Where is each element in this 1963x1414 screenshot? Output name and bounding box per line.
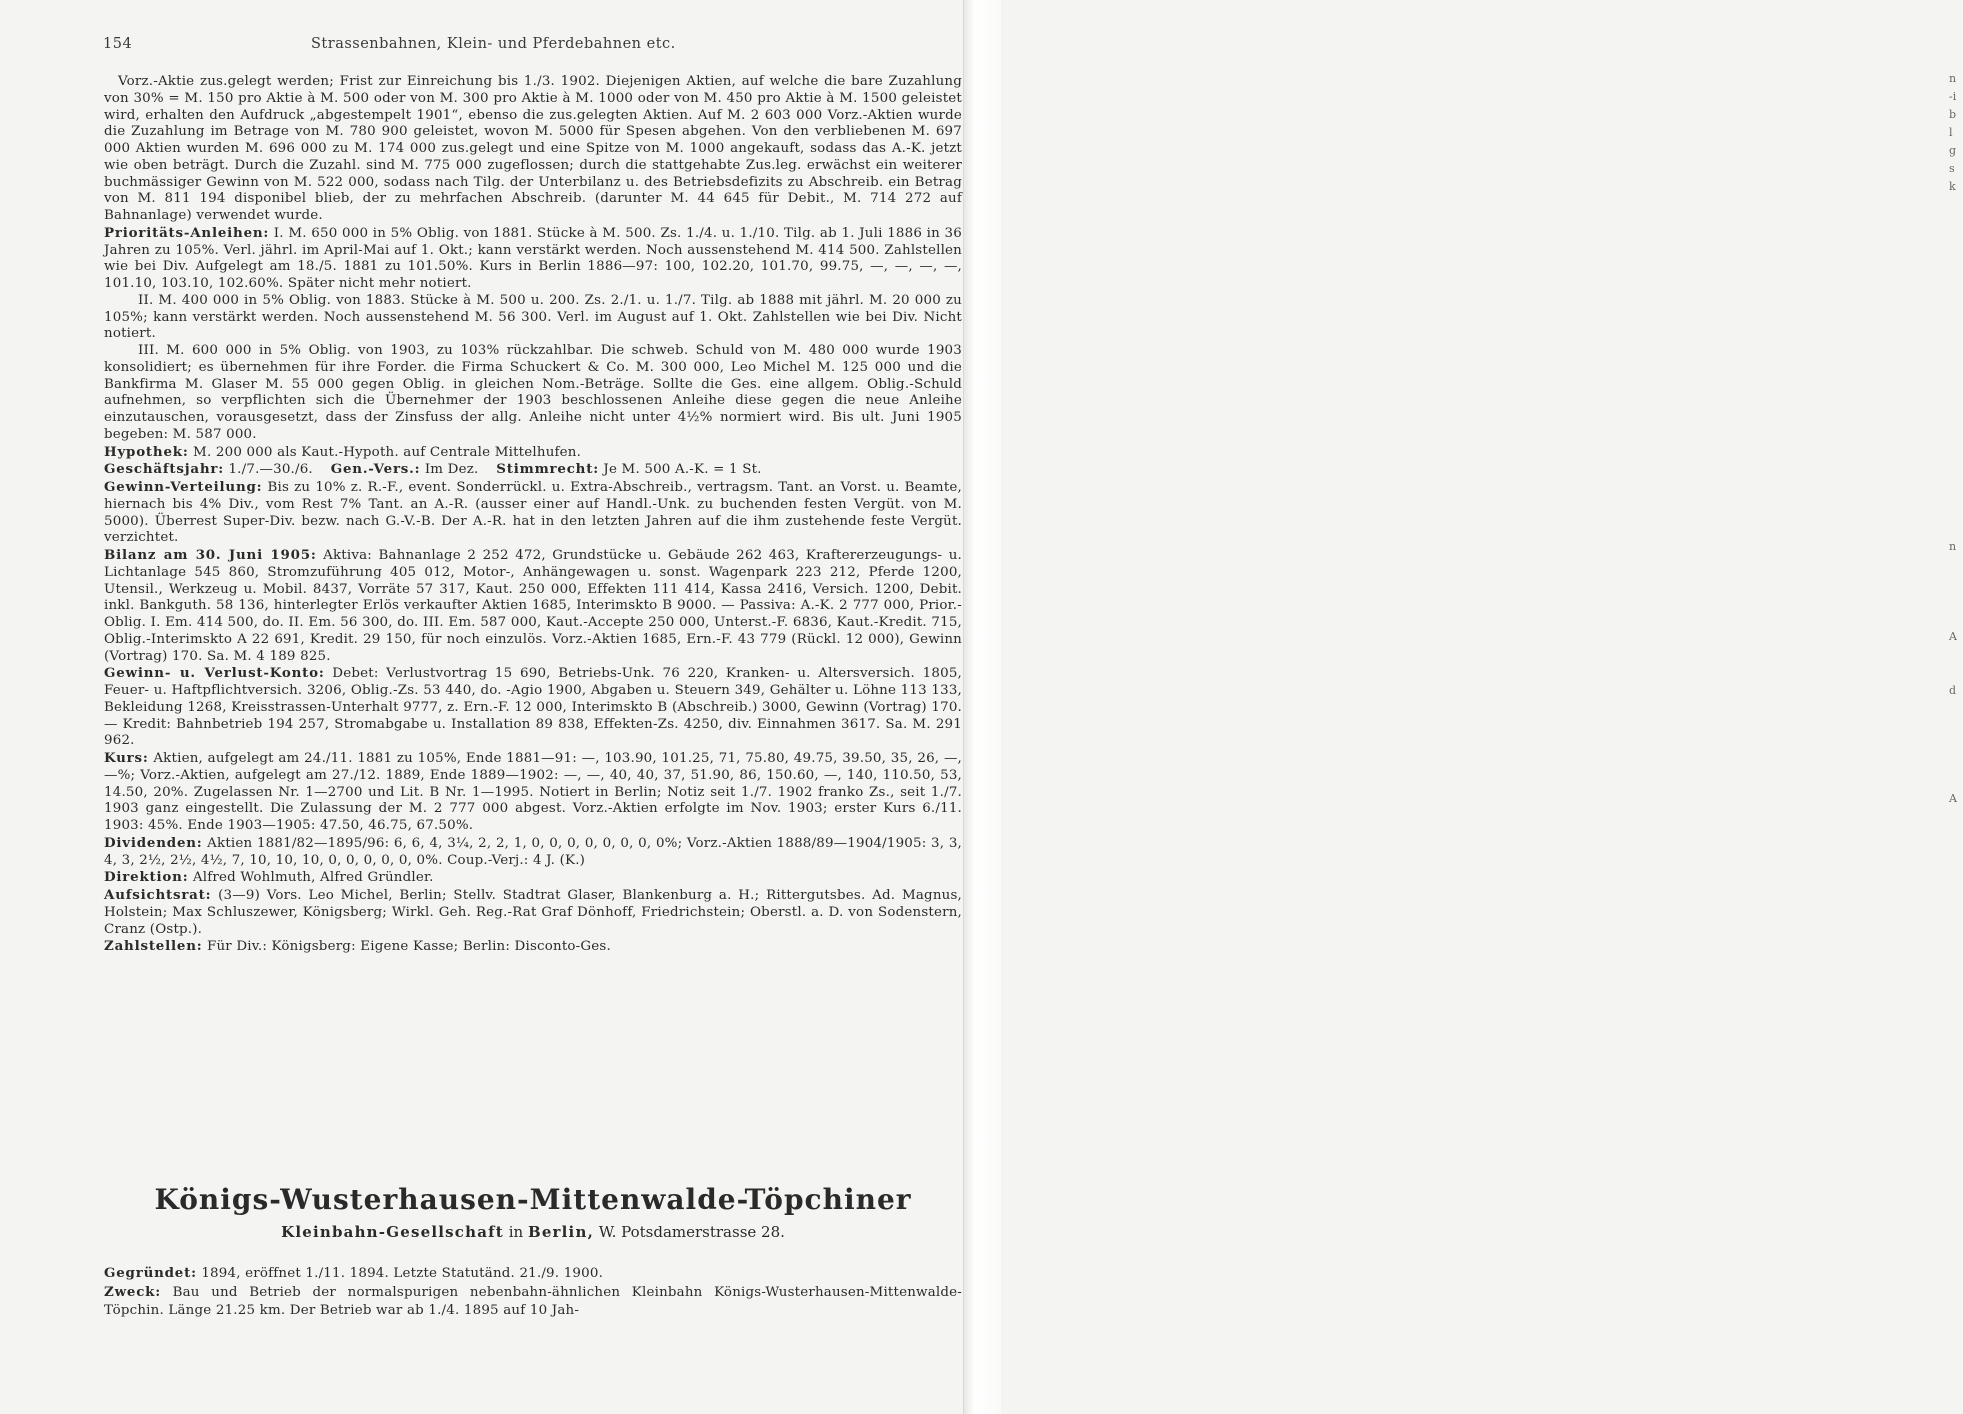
company-subtitle-name: Kleinbahn-Gesellschaft [281, 1223, 504, 1241]
paragraph-stock-consolidation: Vorz.-Aktie zus.gelegt werden; Frist zur Einreichung bis 1./3. 1902. Diejenigen Aktien, auf welche die bare Zuzahlung von 30% = M. 150 pro Aktie à M. 500 oder von M. 300 pro Aktie à M. 1000 oder von M. 450 pro Aktie à M. 1500 geleistet wird, erhalten den Aufdruck „abgestempelt 1901“, ebenso die zus.gelegten Aktien. Auf M. 2 603 000 Vorz.-Aktien wurde die Zuzahlung im Betrage von M. 780 900 geleistet, wovon M. 5000 für Spesen abgehen. Von den verbliebenen M. 697 000 Aktien wurden M. 696 000 zu M. 174 000 zus.gelegt und eine Spitze von M. 1000 angekauft, sodass das A.-K. jetzt wie oben beträgt. Durch die Zuzahl. sind M. 775 000 zugeflossen; durch die stattgehabte Zus.leg. erwächst ein weiterer buchmässiger Gewinn von M. 522 000, sodass nach Tilg. der Unterbilanz u. des Betriebsdefizits zu Abschreib. ein Betrag von M. 811 194 disponibel blieb, der zu mehrfachen Abschreib. (darunter M. 44 645 für Debit., M. 714 272 auf Bahnanlage) verwendet wurde. [104, 74, 962, 223]
label-general-meeting: Gen.-Vers.: [330, 461, 421, 478]
text-price: Aktien, aufgelegt am 24./11. 1881 zu 105%, Ende 1881—91: —, 103.90, 101.25, 71, 75.80, 49.75, 39.50, 35, 26, —, —%; Vorz.-Aktien, aufgelegt am 27./12. 1889, Ende 1889—1902: —, —, 40, 40, 37, 51.90, 86, 150.60, —, 140, 110.50, 53, 14.50, 20%. Zugelassen Nr. 1—2700 und Lit. B Nr. 1—1995. Notiert in Berlin; Notiz seit 1./7. 1902 franko Zs., seit 1./7. 1903 ganz eingestellt. Die Zulassung der M. 2 777 000 abgest. Vorz.-Aktien erfolgte im Nov. 1903; erster Kurs 6./11. 1903: 45%. Ende 1903—1905: 47.50, 46.75, 67.50%. [104, 751, 962, 833]
text-supervisory-board: (3—9) Vors. Leo Michel, Berlin; Stellv. Stadtrat Glaser, Blankenburg a. H.; Rittergutsbes. Ad. Magnus, Holstein; Max Schluszewer, Königsberg; Wirkl. Geh. Reg.-Rat Graf Dönhoff, Friedrichstein; Oberstl. a. D. von Sodenstern, Cranz (Ostp.). [104, 888, 962, 937]
text-dividends: Aktien 1881/82—1895/96: 6, 6, 4, 3¼, 2, 2, 1, 0, 0, 0, 0, 0, 0, 0, 0%; Vorz.-Aktien 1888/89—1904/1905: 3, 3, 4, 3, 2½, 2½, 4½, 7, 10, 10, 10, 0, 0, 0, 0, 0, 0%. Coup.-Verj.: 4 J. (K.) [104, 835, 962, 868]
text-balance: Aktiva: Bahnanlage 2 252 472, Grundstücke u. Gebäude 262 463, Kraftererzeugungs- u. Lichtanlage 545 860, Stromzuführung 405 012, Motor-, Anhängewagen u. sonst. Wagenpark 223 212, Pferde 1200, Utensil., Werkzeug u. Mobil. 8437, Vorräte 57 317, Kaut. 250 000, Effekten 111 414, Kassa 2416, Versich. 1200, Debit. inkl. Bankguth. 58 136, hinterlegter Erlös verkaufter Aktien 1685, Interimskto B 9000. — Passiva: A.-K. 2 777 000, Prior.-Oblig. I. Em. 414 500, do. II. Em. 56 300, do. III. Em. 587 000, Kaut.-Accepte 250 000, Unterst.-F. 6836, Kaut.-Kredit. 715, Oblig.-Interimskto A 22 691, Kredit. 29 150, für noch einzulös. Vorz.-Aktien 1685, Ern.-F. 43 779 (Rückl. 12 000), Gewinn (Vortrag) 170. Sa. M. 4 189 825. [104, 548, 962, 664]
label-fiscal-year: Geschäftsjahr: [104, 461, 224, 478]
text-general-meeting: Im Dez. [420, 462, 479, 478]
label-mortgage: Hypothek: [104, 443, 189, 460]
paragraph-mortgage [104, 444, 962, 462]
paragraph-purpose [104, 1283, 962, 1320]
label-balance: Bilanz am 30. Juni 1905: [104, 547, 317, 563]
label-purpose: Zweck: [104, 1284, 161, 1300]
paragraph-supervisory-board [104, 887, 962, 938]
text-profit-loss: Debet: Verlustvortrag 15 690, Betriebs-Unk. 76 220, Kranken- u. Altersversich. 1805, Feuer- u. Haftpflichtversich. 3206, Oblig.-Zs. 53 440, do. -Agio 1900, Abgaben u. Steuern 349, Gehälter u. Löhne 113 133, Bekleidung 1268, Kreisstrassen-Unterhalt 9777, z. Ern.-F. 12 000, Interimskto B (Abschreib.) 3000, Gewinn (Vortrag) 170. — Kredit: Bahnbetrieb 194 257, Stromabgabe u. Installation 89 838, Effekten-Zs. 4250, div. Einnahmen 3617. Sa. M. 291 962. [104, 666, 962, 749]
main-text [104, 74, 962, 956]
paragraph-founded [104, 1264, 962, 1283]
label-priority-bonds: Prioritäts-Anleihen: [104, 224, 270, 241]
paragraph-profit-distribution [104, 479, 962, 547]
text-profit-distribution: Bis zu 10% z. R.-F., event. Sonderrückl. u. Extra-Abschreib., vertragsm. Tant. an Vorst. u. Beamte, hiernach bis 4% Div., vom Rest 7% Tant. an A.-R. (ausser einer auf Handl.-Unk. zu buchenden festen Vergüt. von M. 5000). Überrest Super-Div. bezw. nach G.-V.-B. Der A.-R. hat in den letzten Jahren auf die ihm zustehende feste Vergüt. verzichtet. [104, 480, 962, 546]
paragraph-priority-bonds [104, 225, 962, 293]
company-subtitle-city: Berlin, [527, 1223, 594, 1241]
paragraph-bond-ii: II. M. 400 000 in 5% Oblig. von 1883. Stücke à M. 500 u. 200. Zs. 2./1. u. 1./7. Tilg. ab 1888 mit jährl. M. 20 000 zu 105%; kann verstärkt werden. Noch aussenstehend M. 56 300. Verl. im August auf 1. Okt. Zahlstellen wie bei Div. Nicht notiert. [104, 292, 962, 342]
page-number: 154 [103, 36, 133, 52]
paragraph-dividends [104, 835, 962, 870]
company-title: Königs-Wusterhausen-Mittenwalde-Töpchiner [154, 1183, 912, 1216]
company-details [104, 1264, 962, 1320]
adjacent-page-letters: n -i b l g s k n A d A [1949, 72, 1957, 805]
paragraph-paying-agents [104, 938, 962, 956]
company-subtitle-address: W. Potsdamerstrasse 28. [594, 1223, 785, 1241]
page-header [103, 36, 961, 58]
label-profit-distribution: Gewinn-Verteilung: [104, 479, 263, 495]
text-founded: 1894, eröffnet 1./11. 1894. Letzte Statutänd. 21./9. 1900. [196, 1266, 604, 1281]
company-subtitle [104, 1222, 962, 1242]
label-founded: Gegründet: [104, 1265, 197, 1281]
label-dividends: Dividenden: [104, 834, 203, 851]
running-title: Strassenbahnen, Klein- und Pferdebahnen etc. [311, 36, 676, 52]
text-management: Alfred Wohlmuth, Alfred Gründler. [188, 870, 434, 886]
text-priority-bonds: I. M. 650 000 in 5% Oblig. von 1881. Stücke à M. 500. Zs. 1./4. u. 1./10. Tilg. ab 1. Juli 1886 in 36 Jahren zu 105%. Verl. jährl. im April-Mai auf 1. Okt.; kann verstärkt werden. Noch aussenstehend M. 414 500. Zahlstellen wie bei Div. Aufgelegt am 18./5. 1881 zu 101.50%. Kurs in Berlin 1886—97: 100, 102.20, 101.70, 99.75, —, —, —, —, 101.10, 103.10, 102.60%. Später nicht mehr notiert. [104, 225, 962, 291]
company-heading [104, 1182, 962, 1242]
label-management: Direktion: [104, 869, 189, 886]
paragraph-price [104, 750, 962, 835]
company-subtitle-in: in [503, 1223, 528, 1241]
text-fiscal-year: 1./7.—30./6. [224, 462, 313, 478]
label-supervisory-board: Aufsichtsrat: [104, 887, 212, 903]
paragraph-fiscal-year [104, 461, 962, 479]
paragraph-profit-loss [104, 665, 962, 750]
label-profit-loss: Gewinn- u. Verlust-Konto: [104, 665, 325, 682]
label-paying-agents: Zahlstellen: [104, 938, 203, 955]
paragraph-bond-iii: III. M. 600 000 in 5% Oblig. von 1903, zu 103% rückzahlbar. Die schweb. Schuld von M. 480 000 wurde 1903 konsolidiert; es übernehmen für ihre Forder. die Firma Schuckert & Co. M. 300 000, Leo Michel M. 125 000 und die Bankfirma M. Glaser M. 55 000 gegen Oblig. in gleichen Nom.-Beträge. Sollte die Ges. eine allgem. Oblig.-Schuld aufnehmen, so verpflichten sich die Übernehmer der 1903 beschlossenen Anleihe diese gegen die neue Anleihe einzutauschen, vorausgesetzt, dass der Zinsfuss der allg. Anleihe nicht unter 4½% normiert wird. Bis ult. Juni 1905 begeben: M. 587 000. [104, 343, 962, 442]
paragraph-balance [104, 547, 962, 665]
adjacent-page-edge [963, 0, 1957, 1414]
label-price: Kurs: [104, 750, 149, 766]
text-paying-agents: Für Div.: Königsberg: Eigene Kasse; Berlin: Disconto-Ges. [202, 939, 611, 955]
paragraph-management [104, 869, 962, 887]
label-voting-right: Stimmrecht: [496, 461, 599, 478]
text-voting-right: Je M. 500 A.-K. = 1 St. [598, 462, 762, 478]
text-purpose: Bau und Betrieb der normalspurigen nebenbahn-ähnlichen Kleinbahn Königs-Wusterhausen-Mittenwalde-Töpchin. Länge 21.25 km. Der Betrieb war ab 1./4. 1895 auf 10 Jah- [104, 1285, 962, 1318]
text-mortgage: M. 200 000 als Kaut.-Hypoth. auf Centrale Mittelhufen. [188, 444, 582, 460]
